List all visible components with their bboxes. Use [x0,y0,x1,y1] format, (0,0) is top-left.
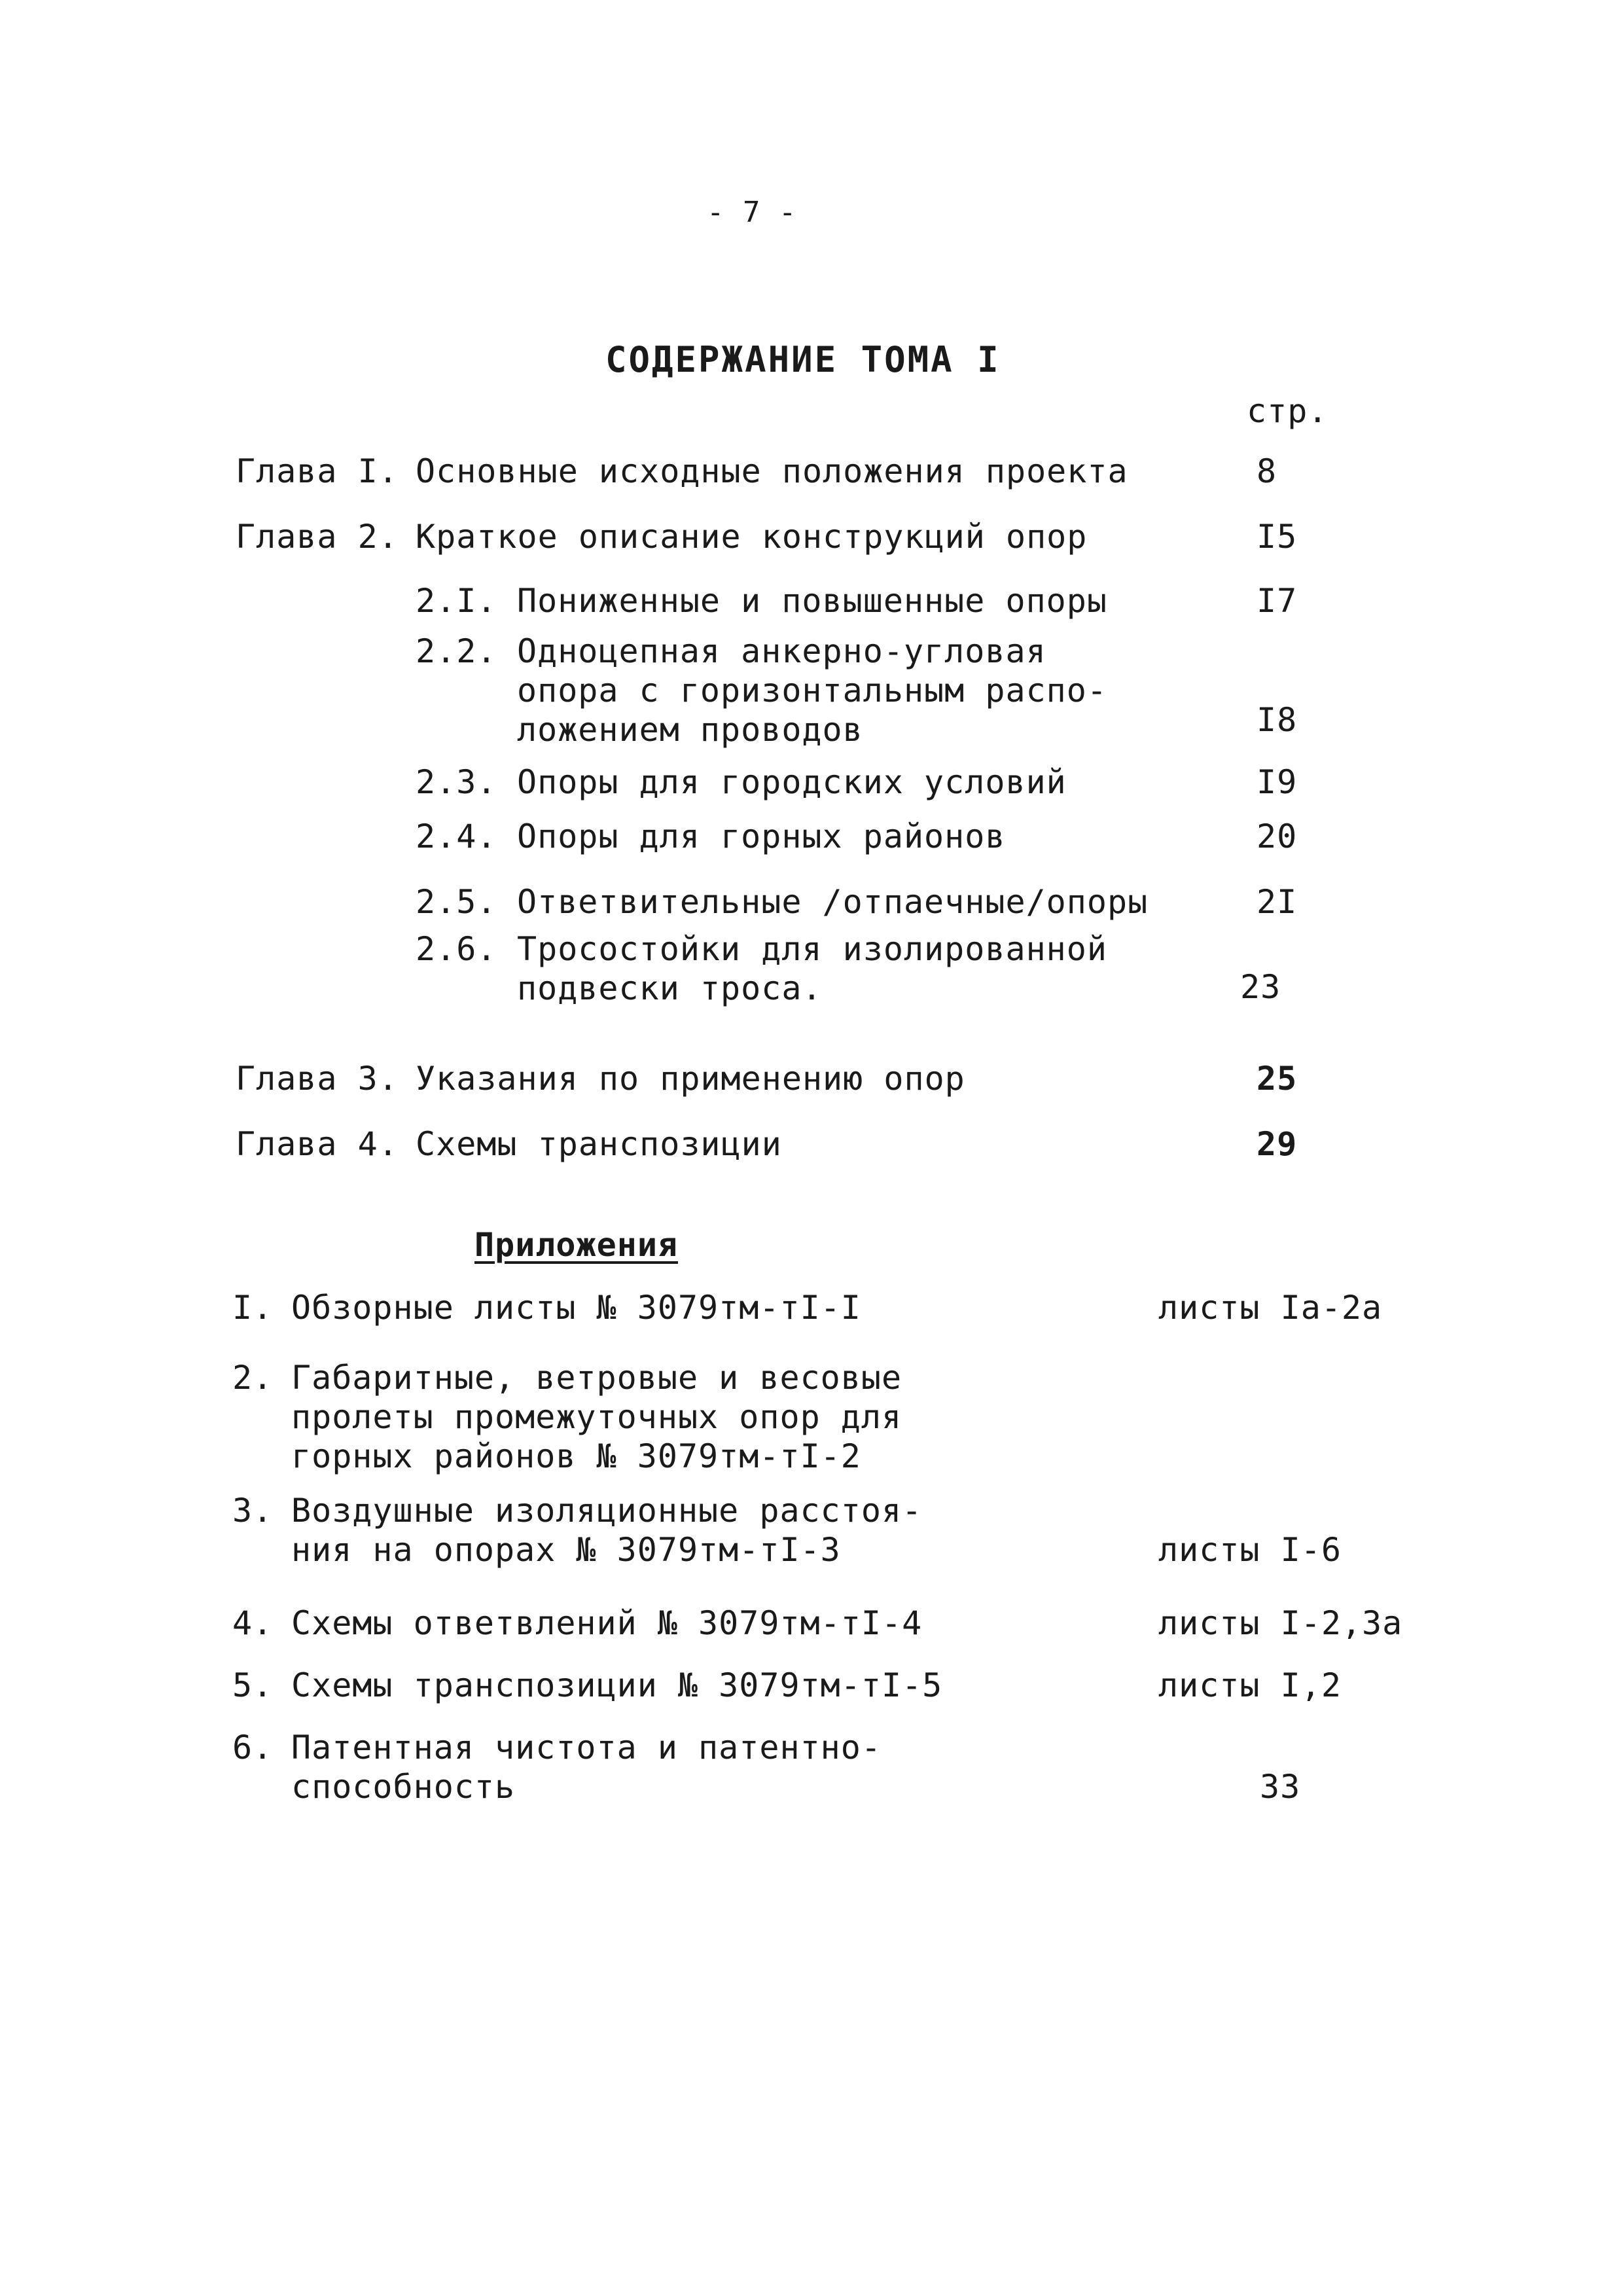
appendix-text: горных районов № 3079тм-тI-2 [291,1437,861,1475]
appendix-text: Обзорные листы № 3079тм-тI-I [291,1289,861,1327]
toc-page: 20 [1257,817,1298,855]
document-title: СОДЕРЖАНИЕ ТОМА I [605,339,1001,380]
appendix-text: Патентная чистота и патентно- [291,1729,882,1767]
appendix-label: 6. [232,1729,274,1767]
toc-page: I5 [1257,518,1298,556]
toc-label: Глава 4. [236,1125,399,1163]
appendix-text: способность [291,1768,516,1806]
toc-text: Опоры для горных районов [517,817,1006,855]
toc-label: 2.6. [416,930,497,968]
toc-label: 2.2. [416,632,497,670]
appendix-label: 2. [232,1359,274,1397]
toc-page: I7 [1257,582,1298,620]
appendix-text: Схемы транспозиции № 3079тм-тI-5 [291,1666,943,1704]
toc-text: подвески троса. [517,969,823,1007]
toc-text: ложением проводов [517,711,863,749]
appendix-text: Схемы ответвлений № 3079тм-тI-4 [291,1604,923,1642]
appendix-label: 5. [232,1666,274,1704]
appendix-text: Габаритные, ветровые и весовые [291,1359,902,1397]
appendix-page: листы Iа-2а [1158,1289,1383,1327]
appendix-text: Воздушные изоляционные расстоя- [291,1492,923,1530]
toc-page: 25 [1257,1060,1298,1098]
toc-page: I9 [1257,763,1298,801]
toc-page: I8 [1257,701,1298,739]
toc-label: 2.4. [416,817,497,855]
appendix-page: листы I,2 [1158,1666,1342,1704]
appendix-page: листы I-2,3а [1158,1604,1403,1642]
toc-page: 23 [1240,968,1281,1006]
toc-page: 29 [1257,1125,1298,1163]
appendix-label: I. [232,1289,274,1327]
toc-text: Ответвительные /отпаечные/опоры [517,883,1149,921]
appendix-label: 4. [232,1604,274,1642]
toc-text: Тросостойки для изолированной [517,930,1107,968]
toc-text: Одноцепная анкерно-угловая [517,632,1046,670]
toc-label: Глава I. [236,452,399,490]
toc-text: Опоры для городских условий [517,763,1067,801]
toc-label: Глава 3. [236,1060,399,1098]
appendix-text: пролеты промежуточных опор для [291,1398,902,1436]
toc-text: Указания по применению опор [416,1060,965,1098]
toc-text: опора с горизонтальным распо- [517,672,1107,709]
toc-label: 2.I. [416,582,497,620]
toc-text: Краткое описание конструкций опор [416,518,1088,556]
toc-text: Основные исходные положения проекта [416,452,1128,490]
appendix-heading: Приложения [474,1226,679,1264]
page-column-header: стр. [1247,392,1329,430]
toc-label: 2.5. [416,883,497,921]
toc-label: Глава 2. [236,518,399,556]
toc-label: 2.3. [416,763,497,801]
appendix-text: ния на опорах № 3079тм-тI-3 [291,1531,841,1569]
toc-text: Схемы транспозиции [416,1125,782,1163]
toc-text: Пониженные и повышенные опоры [517,582,1107,620]
appendix-page: листы I-6 [1158,1531,1342,1569]
page-number: - 7 - [707,196,797,229]
toc-page: 8 [1257,452,1277,490]
appendix-page: 33 [1260,1768,1301,1806]
toc-page: 2I [1257,883,1298,921]
appendix-label: 3. [232,1492,274,1530]
